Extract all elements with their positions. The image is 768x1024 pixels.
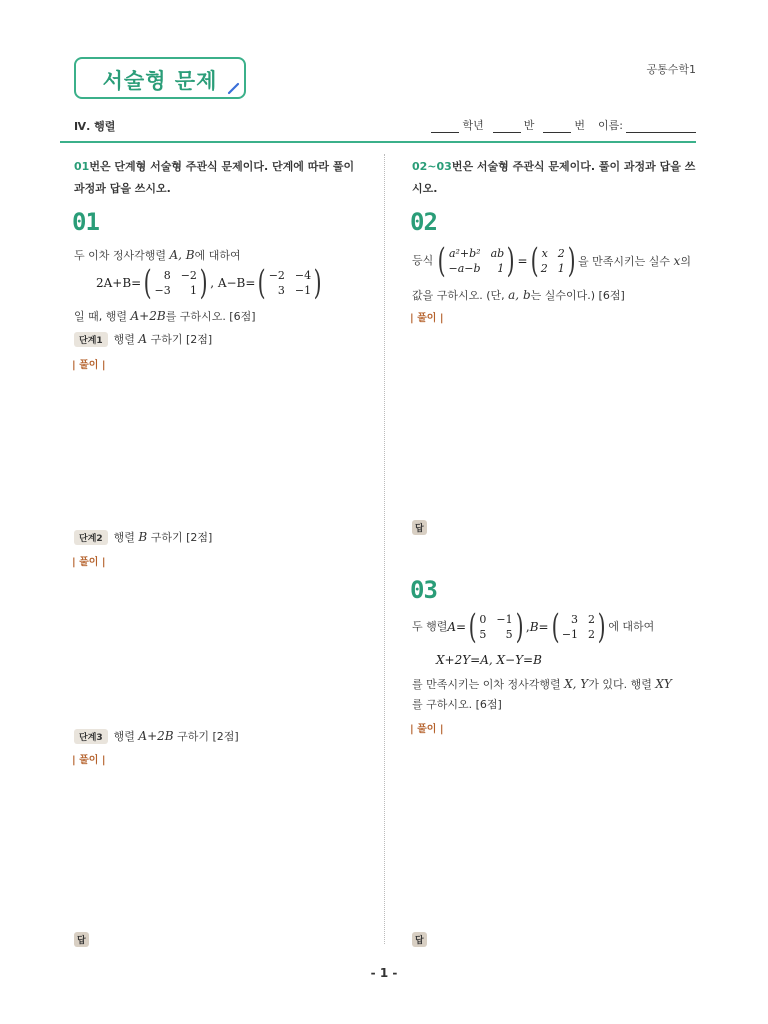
- q3-equation: [412, 607, 655, 647]
- q2-equation: [412, 241, 691, 281]
- q2-matrix-1: ( a²+b² ab −a−b 1 ): [437, 241, 515, 281]
- matrix-cell: 2: [557, 247, 565, 260]
- grade-label: 학년: [462, 119, 484, 132]
- instruction-text-2: 과정과 답을 쓰시오.: [74, 182, 171, 195]
- class-blank[interactable]: [493, 121, 521, 133]
- q1-line1: [74, 246, 241, 265]
- class-label: 반: [523, 119, 535, 132]
- matrix-1: ( 8 −2 −3 1 ): [143, 263, 208, 303]
- q1-text-end: 에 대하여: [194, 249, 241, 262]
- matrix-cell: −1: [496, 613, 513, 626]
- step3-badge: 단계3: [74, 729, 108, 744]
- q2-line2-text: 값을 구하시오. (단,: [412, 289, 509, 302]
- step2-badge: 단계2: [74, 530, 108, 545]
- matrix-cell: 2: [588, 628, 596, 641]
- question-number-01: 01: [72, 208, 99, 236]
- matrix-cell: −1: [561, 628, 579, 641]
- q3-pre: 두 행렬: [412, 620, 448, 633]
- title-box: [74, 57, 246, 99]
- page-title: 서술형 문제: [102, 69, 218, 93]
- header-rule: [60, 141, 696, 143]
- solution-label-step3: | 풀이 |: [72, 755, 106, 766]
- instruction-text: 번은 단계형 서술형 주관식 문제이다. 단계에 따라 풀이: [89, 160, 355, 173]
- q2-line2-end: 는 실수이다.) [6점]: [530, 289, 625, 302]
- step1-badge: 단계1: [74, 332, 108, 347]
- matrix-cell: −a−b: [448, 262, 481, 275]
- matrix-cell: 0: [479, 613, 487, 626]
- answer-label-q1: [74, 928, 89, 947]
- eq-lhs-2: , A−B=: [210, 276, 256, 290]
- answer-label-q2: [412, 516, 427, 535]
- matrix-cell: a²+b²: [448, 247, 481, 260]
- matrix-cell: ab: [490, 247, 505, 260]
- section-label: Ⅳ. 행렬: [74, 120, 116, 133]
- q1-equation: [96, 263, 324, 303]
- instruction-number: 01: [74, 160, 90, 173]
- left-instruction: [74, 156, 374, 200]
- q2-line2-vars: a, b: [508, 288, 531, 302]
- name-blank[interactable]: [626, 121, 696, 133]
- answer-label-q3: [412, 928, 427, 947]
- subject-label: 공통수학1: [646, 63, 696, 76]
- step1-end: 구하기 [2점]: [147, 333, 213, 346]
- q3-matrix-a: ( 0 −1 5 5 ): [468, 607, 524, 647]
- q1-line3-end: 를 구하시오. [6점]: [165, 310, 256, 323]
- q1-vars: A, B: [169, 248, 195, 262]
- matrix-cell: 2: [540, 262, 548, 275]
- pencil-icon: [227, 81, 241, 95]
- solution-label-step2: | 풀이 |: [72, 557, 106, 568]
- answer-badge: 답: [412, 932, 427, 947]
- matrix-cell: −4: [294, 269, 312, 282]
- q2-var: x: [673, 253, 681, 268]
- step1: [74, 331, 212, 347]
- step2: [74, 529, 212, 545]
- answer-badge: 답: [412, 520, 427, 535]
- matrix-cell: 5: [479, 628, 487, 641]
- step3-var: A+2B: [138, 729, 174, 743]
- matrix-cell: 8: [163, 269, 171, 282]
- column-divider: [384, 154, 385, 944]
- solution-label-q2: | 풀이 |: [410, 313, 444, 324]
- step1-var: A: [138, 332, 148, 346]
- matrix-2: ( −2 −4 3 −1 ): [258, 263, 322, 303]
- number-blank[interactable]: [543, 121, 571, 133]
- name-label: 이름:: [598, 119, 623, 132]
- q3-sep: ,: [525, 620, 530, 634]
- solution-label-step1: | 풀이 |: [72, 360, 106, 371]
- matrix-cell: −2: [180, 269, 197, 282]
- instruction-text-2: 시오.: [412, 182, 438, 195]
- q3-line3: [412, 675, 672, 694]
- q1-text: 두 이차 정사각행렬: [74, 249, 170, 262]
- q3-line3-mid: 가 있다. 행렬: [588, 678, 656, 691]
- matrix-cell: 1: [189, 284, 197, 297]
- matrix-cell: −1: [294, 284, 312, 297]
- instruction-number: 02~03: [412, 160, 452, 173]
- step2-text: 행렬: [113, 531, 139, 544]
- step2-var: B: [138, 530, 148, 544]
- q2-post: 의: [680, 254, 691, 268]
- q3-a-lhs: A=: [447, 620, 467, 634]
- answer-badge: 답: [74, 932, 89, 947]
- matrix-cell: 1: [557, 262, 565, 275]
- q1-line3: [74, 307, 256, 326]
- solution-label-q3: | 풀이 |: [410, 724, 444, 735]
- student-info: [431, 117, 696, 133]
- q2-pre: 등식: [412, 254, 434, 267]
- q1-line3-text: 일 때, 행렬: [74, 310, 131, 323]
- question-number-03: 03: [410, 576, 437, 604]
- matrix-cell: −2: [268, 269, 285, 282]
- instruction-text: 번은 서술형 주관식 문제이다. 풀이 과정과 답을 쓰: [451, 160, 696, 173]
- q3-system: X+2Y=A, X−Y=B: [436, 653, 542, 667]
- q3-matrix-b: ( 3 2 −1 2 ): [551, 607, 606, 647]
- q1-line3-var: A+2B: [130, 309, 166, 323]
- matrix-cell: 3: [277, 284, 285, 297]
- q2-line2: [412, 286, 625, 305]
- matrix-cell: x: [541, 247, 548, 260]
- eq-lhs-1: 2A+B=: [96, 276, 142, 290]
- step2-end: 구하기 [2점]: [147, 531, 213, 544]
- q3-b-lhs: B=: [529, 620, 549, 634]
- matrix-cell: 5: [505, 628, 513, 641]
- question-number-02: 02: [410, 208, 437, 236]
- matrix-cell: 3: [571, 613, 579, 626]
- q3-post: 에 대하여: [608, 620, 655, 633]
- matrix-cell: 2: [588, 613, 596, 626]
- number-label: 번: [574, 119, 586, 132]
- step1-text: 행렬: [113, 333, 139, 346]
- right-instruction: [412, 156, 702, 200]
- q3-line4: 를 구하시오. [6점]: [412, 698, 502, 711]
- step3-text: 행렬: [113, 730, 139, 743]
- q3-line3-vars: X, Y: [564, 677, 589, 691]
- grade-blank[interactable]: [431, 121, 459, 133]
- step3: [74, 728, 239, 744]
- matrix-cell: 1: [497, 262, 505, 275]
- q3-line3-var2: XY: [655, 677, 672, 691]
- q2-matrix-2: ( x 2 2 1 ): [530, 241, 576, 281]
- step3-end: 구하기 [2점]: [173, 730, 239, 743]
- q2-mid: 을 만족시키는 실수: [578, 254, 674, 268]
- q3-line3-text: 를 만족시키는 이차 정사각행렬: [412, 678, 565, 691]
- matrix-cell: −3: [154, 284, 171, 297]
- page-number: - 1 -: [370, 966, 398, 980]
- q2-eq: =: [517, 254, 528, 268]
